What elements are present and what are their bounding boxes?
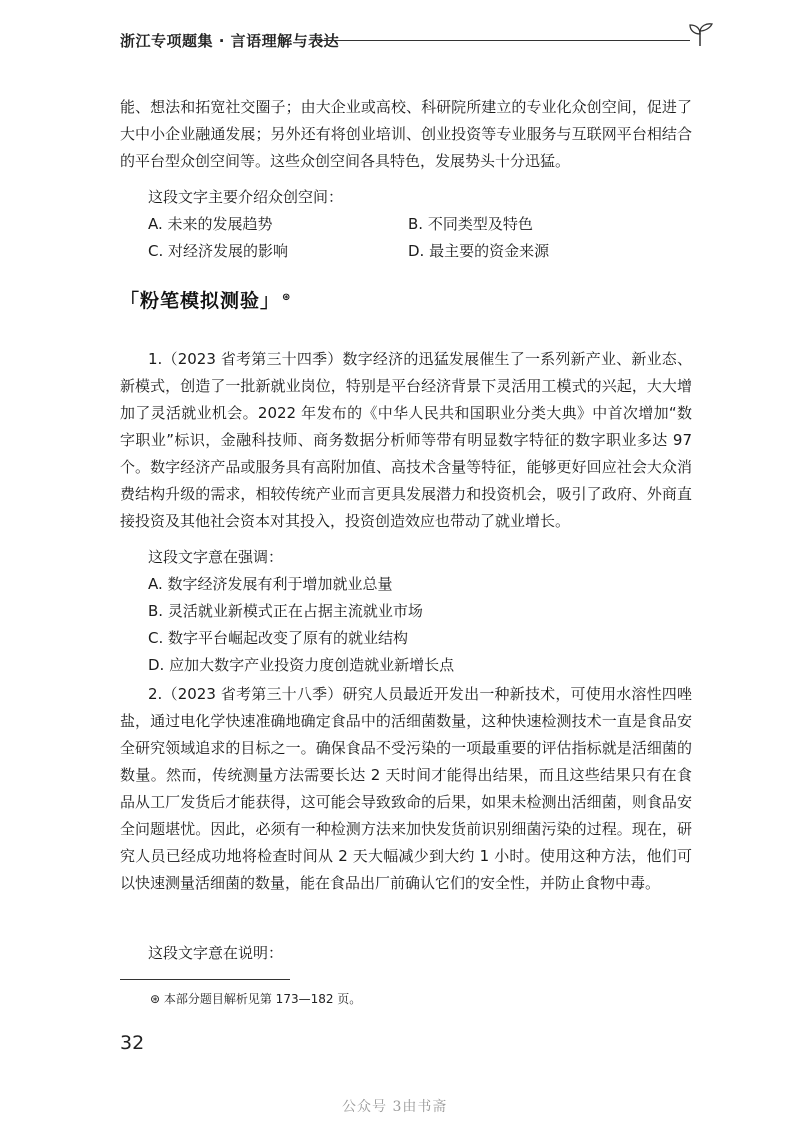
question-1-text: 1.（2023 省考第三十四季）数字经济的迅猛发展催生了一系列新产业、新业态、新模式，创造了一批新就业岗位，特别是平台经济背景下灵活用工模式的兴起，大大增加了灵活就业机会。2022 年发布的《中华人民共和国职业分类大典》中首次增加“数字职业”标识，金融科技师、商务数据分析师等带有明显数字特征的数字职业多达 97 个。数字经济产品或服务具有高附加值、高技术含量等特征，能够更好回应社会大众消费结构升级的需求，相较传统产业而言更具发展潜力和投资机会，吸引了政府、外商直接投资及其他社会资本对其投入，投资创造效应也带动了就业增长。	[120, 350, 692, 530]
intro-option-b: B. 不同类型及特色	[408, 215, 533, 233]
question-1-option-a: A. 数字经济发展有利于增加就业总量	[148, 575, 393, 593]
page-number: 32	[120, 1032, 145, 1054]
question-1-option-c: C. 数字平台崛起改变了原有的就业结构	[148, 629, 409, 647]
footnote: ⊛ 本部分题目解析见第 173—182 页。	[150, 992, 362, 1006]
intro-paragraph: 能、想法和拓宽社交圈子；由大企业或高校、科研院所建立的专业化众创空间，促进了大中小企业融通发展；另外还有将创业培训、创业投资等专业服务与互联网平台相结合的平台型众创空间等。这些众创空间各具特色，发展势头十分迅猛。	[120, 98, 692, 170]
section-mark-icon: ⊛	[282, 291, 292, 303]
section-title: 「粉笔模拟测验」	[120, 290, 281, 312]
running-header-title: 浙江专项题集 · 言语理解与表达	[120, 32, 340, 50]
question-2-text: 2.（2023 省考第三十八季）研究人员最近开发出一种新技术，可使用水溶性四唑盐，通过电化学快速准确地确定食品中的活细菌数量，这种快速检测技术一直是食品安全研究领域追求的目标之一。确保食品不受污染的一项最重要的评估指标就是活细菌的数量。然而，传统测量方法需要长达 2 天时间才能得出结果，而且这些结果只有在食品从工厂发货后才能获得，这可能会导致致命的后果，如果未检测出活细菌，则食品安全问题堪忧。因此，必须有一种检测方法来加快发货前识别细菌污染的过程。现在，研究人员已经成功地将检查时间从 2 天大幅减少到大约 1 小时。使用这种方法，他们可以快速测量活细菌的数量，能在食品出厂前确认它们的安全性，并防止食物中毒。	[120, 685, 692, 892]
intro-option-c: C. 对经济发展的影响	[148, 242, 289, 260]
question-1-prompt: 这段文字意在强调：	[148, 548, 284, 566]
header-rule	[318, 40, 690, 41]
watermark: 公众号 3由书斋	[342, 1099, 448, 1115]
question-1-option-b: B. 灵活就业新模式正在占据主流就业市场	[148, 602, 423, 620]
intro-option-a: A. 未来的发展趋势	[148, 215, 273, 233]
section-heading	[120, 286, 291, 313]
question-1-option-d: D. 应加大数字产业投资力度创造就业新增长点	[148, 656, 455, 674]
question-2-prompt: 这段文字意在说明：	[148, 944, 284, 962]
intro-option-d: D. 最主要的资金来源	[408, 242, 550, 260]
intro-question: 这段文字主要介绍众创空间：	[148, 188, 344, 206]
footnote-rule	[120, 979, 290, 980]
sprout-icon	[686, 22, 716, 48]
